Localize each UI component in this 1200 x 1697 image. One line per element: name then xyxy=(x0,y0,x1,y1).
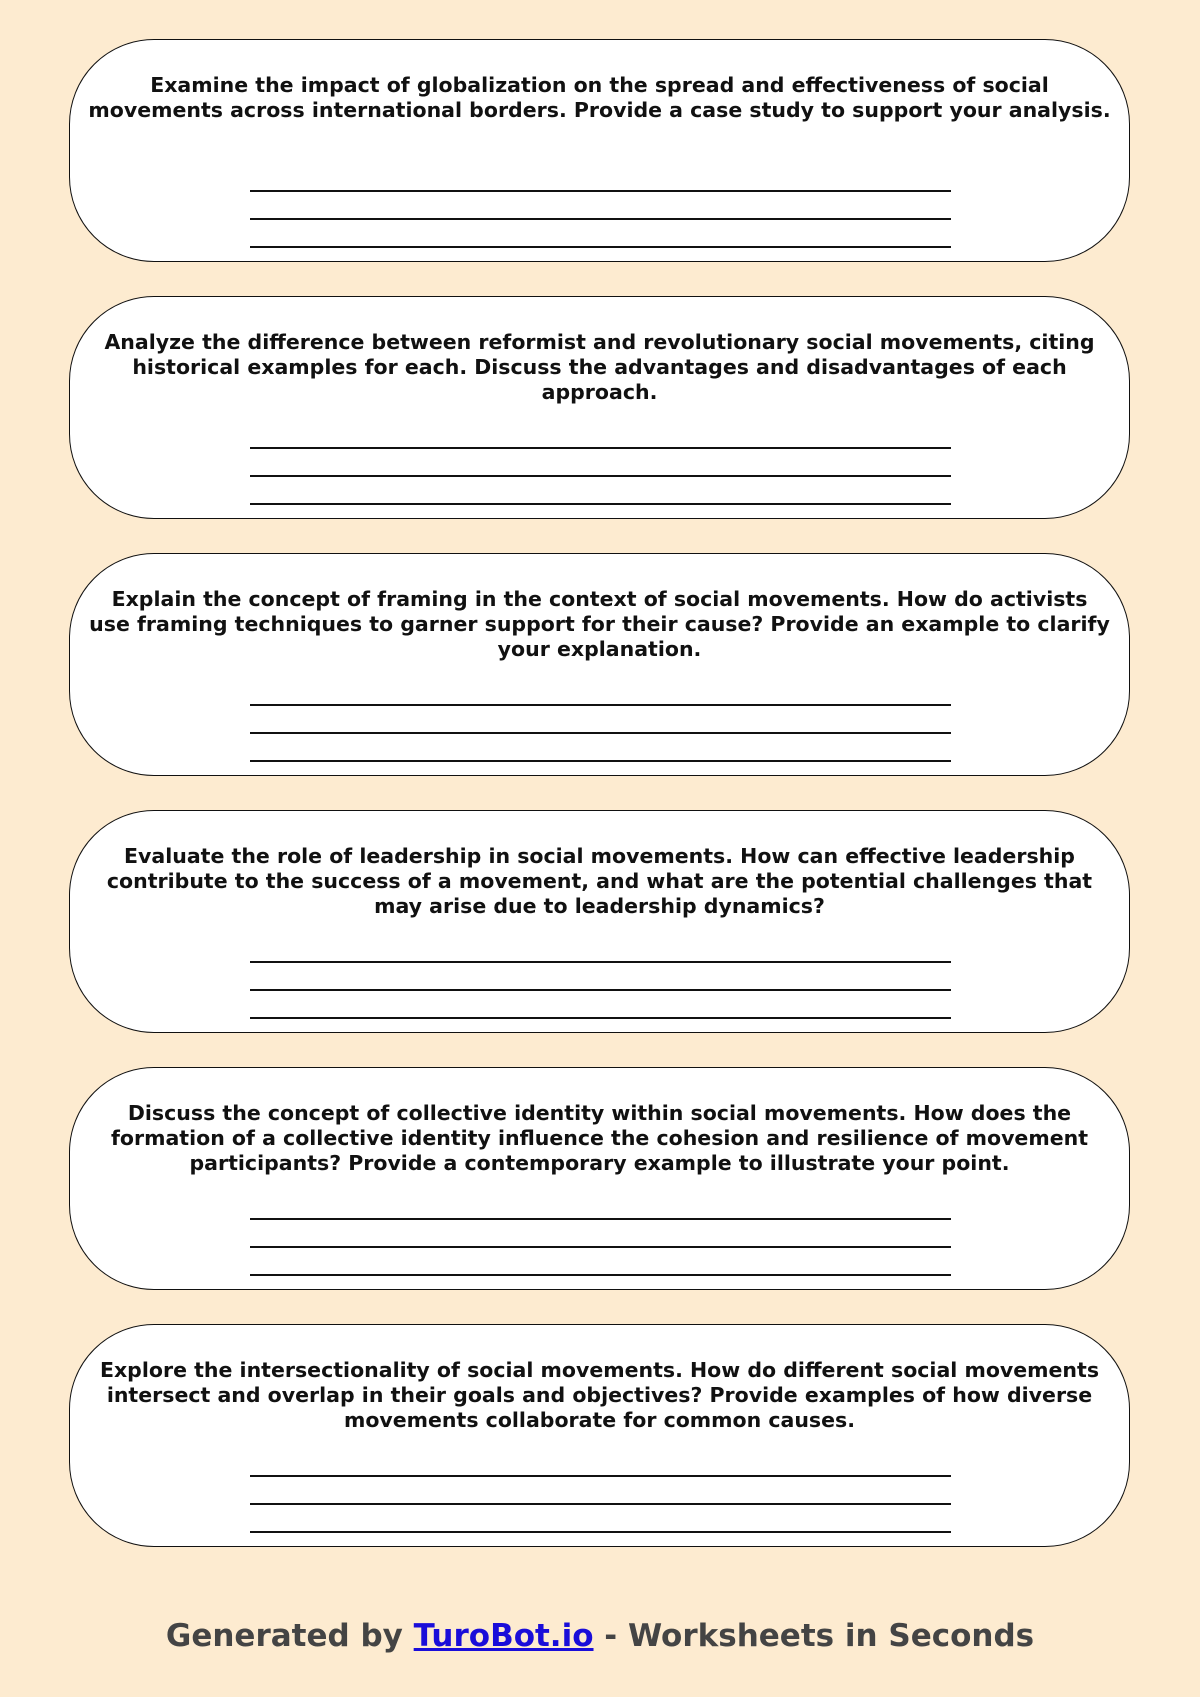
question-text: Discuss the concept of collective identity within social movements. How does the formation of a collective identity influence the cohesion and resilience of movement participants? Provide a contemporary example to illustrate your point. xyxy=(110,1101,1088,1175)
answer-line xyxy=(250,760,951,762)
answer-line xyxy=(250,503,951,505)
answer-line xyxy=(250,1246,951,1248)
question-card-4 xyxy=(69,810,1130,1033)
answer-line xyxy=(250,1218,951,1220)
question-card-3 xyxy=(69,553,1130,776)
answer-line xyxy=(250,961,951,963)
question-text: Explore the intersectionality of social movements. How do different social movements intersect and overlap in their goals and objectives? Provide examples of how diverse movements collaborate for common causes. xyxy=(99,1358,1100,1432)
answer-line xyxy=(250,190,951,192)
question-card-5 xyxy=(69,1067,1130,1290)
question-card-6 xyxy=(69,1324,1130,1547)
question-text: Explain the concept of framing in the context of social movements. How do activists use framing techniques to garner support for their cause? Provide an example to clarify your explanation. xyxy=(89,587,1110,661)
answer-line xyxy=(250,1503,951,1505)
answer-line xyxy=(250,1475,951,1477)
answer-line xyxy=(250,1017,951,1019)
answer-line xyxy=(250,246,951,248)
answer-line xyxy=(250,732,951,734)
footer-suffix: - Worksheets in Seconds xyxy=(593,1618,1035,1654)
answer-line xyxy=(250,1531,951,1533)
question-text: Evaluate the role of leadership in social movements. How can effective leadership contribute to the success of a movement, and what are the potential challenges that may arise due to leadership dynamics? xyxy=(106,844,1093,918)
answer-line xyxy=(250,704,951,706)
answer-line xyxy=(250,447,951,449)
footer-prefix: Generated by xyxy=(165,1618,414,1654)
question-card-1 xyxy=(69,39,1130,262)
footer xyxy=(0,1618,1200,1654)
question-card-2 xyxy=(69,296,1130,519)
turobot-link[interactable]: TuroBot.io xyxy=(413,1618,594,1654)
question-text: Examine the impact of globalization on the spread and effectiveness of social movements across international borders. Provide a case study to support your analysis. xyxy=(88,73,1111,122)
answer-line xyxy=(250,1274,951,1276)
answer-line xyxy=(250,218,951,220)
answer-line xyxy=(250,475,951,477)
question-text: Analyze the difference between reformist and revolutionary social movements, citing historical examples for each. Discuss the advantages and disadvantages of each approach. xyxy=(104,330,1095,404)
answer-line xyxy=(250,989,951,991)
